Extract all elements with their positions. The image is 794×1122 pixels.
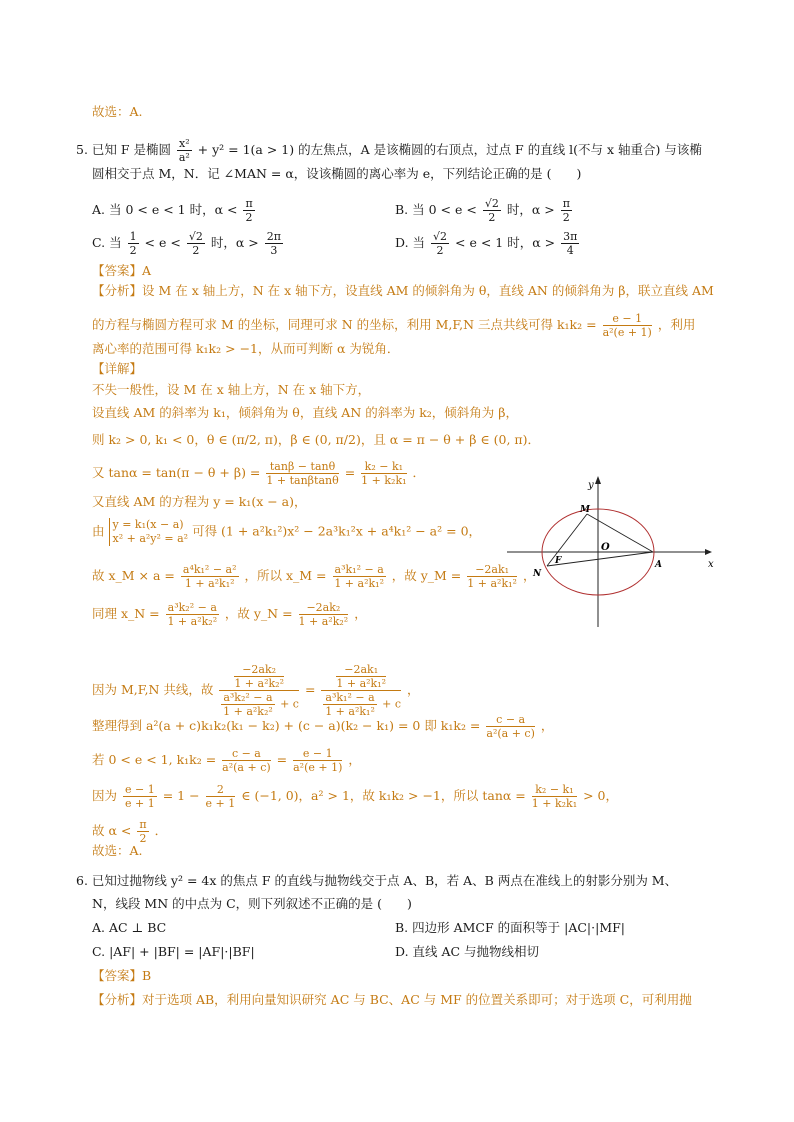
q5-detail-heading: 【详解】	[92, 361, 143, 376]
q5-option-a: A. 当 0 < e < 1 时，α < $\frac{\pi}{2}$	[92, 197, 253, 224]
q5-answer: 【答案】A	[92, 263, 152, 278]
segment-MN	[547, 514, 587, 566]
q5-detail-12: 因为 $\frac{e - 1}{e + 1}$ = 1 − $\frac{2}{e + 1}$ ∈ (−1, 0)，a² > 1，故 k₁k₂ > −1，所以 tanα = $\frac{\text{k₂ − k₁}}{\text{1 + k₂k₁}}$ > 0，	[92, 783, 619, 810]
q6-stem-line1: 6. 已知过抛物线 y² = 4x 的焦点 F 的直线与抛物线交于点 A、B，若 A、B 两点在准线上的射影分别为 M、	[76, 873, 678, 888]
q6-analysis: 【分析】对于选项 AB，利用向量知识研究 AC 与 BC、AC 与 MF 的位置关系即可；对于选项 C，可利用抛	[92, 992, 692, 1007]
prev-answer: 故选：A.	[92, 104, 143, 119]
segment-NA	[547, 552, 653, 566]
q5-analysis-1: 【分析】设 M 在 x 轴上方，N 在 x 轴下方，设直线 AM 的倾斜角为 θ，直线 AN 的倾斜角为 β，联立直线 AM	[92, 283, 714, 298]
q5-detail-14: 故选：A.	[92, 843, 143, 858]
y-axis-label: y	[588, 480, 594, 491]
q5-detail-4: 又 tanα = tan(π − θ + β) = $\frac{\tan\beta - \tan\theta}{1 + \tan\beta\tan\theta}$ = $\frac{\text{k₂ − k₁}}{\text{1 + k₂k₁}}$ ．	[92, 460, 426, 487]
q5-option-b: B. 当 0 < e < $\frac{√2}{2}$ 时，α > $\frac{\pi}{2}$	[395, 197, 570, 224]
q5-number: 5.	[76, 142, 88, 157]
point-N-label: N	[533, 569, 542, 579]
origin-label: O	[601, 542, 610, 553]
x-axis-label: x	[708, 559, 714, 570]
q6-stem-line2: N，线段 MN 的中点为 C，则下列叙述不正确的是 ( )	[92, 896, 412, 911]
ellipse-figure	[505, 472, 715, 632]
q5-option-c: C. 当 $\frac{1}{2}$ < e < $\frac{√2}{2}$ 时，α > $\frac{2\pi}{3}$	[92, 230, 281, 257]
x-axis-arrow-icon	[705, 549, 712, 555]
point-M-label: M	[580, 505, 590, 515]
q5-detail-3: 则 k₂ > 0, k₁ < 0，θ ∈ (π/2, π)，β ∈ (0, π/2)，且 α = π − θ + β ∈ (0, π)．	[92, 432, 541, 447]
q5-stem-b: + y² = 1(a > 1) 的左焦点，A 是该椭圆的右顶点，过点 F 的直线 l(不与 x 轴重合) 与该椭	[197, 142, 702, 157]
q5-detail-2: 设直线 AM 的斜率为 k₁，倾斜角为 θ，直线 AN 的斜率为 k₂，倾斜角为 β，	[92, 405, 519, 420]
point-A-label: A	[655, 560, 662, 570]
q6-option-a: A. AC ⊥ BC	[92, 920, 167, 935]
q5-option-d: D. 当 $\frac{√2}{2}$ < e < 1 时，α > $\frac{3\pi}{4}$	[395, 230, 578, 257]
q6-answer: 【答案】B	[92, 968, 152, 983]
q5-analysis-2: 的方程与椭圆方程可求 M 的坐标，同理可求 N 的坐标，利用 M,F,N 三点共线可得 k₁k₂ = $\frac{e - 1}{\text{a²(e + 1)}}$ ，利用	[92, 312, 696, 339]
segment-MA	[587, 514, 653, 552]
q5-detail-1: 不失一般性，设 M 在 x 轴上方，N 在 x 轴下方，	[92, 382, 371, 397]
q5-detail-8: 同理 x_N = $\frac{\text{a³k₂² − a}}{\text{1 + a²k₂²}}$ ，故 y_N = $\frac{\text{−2ak₂}}{\text{1 + a²k₂²}}$ ，	[92, 601, 367, 628]
q5-detail-5: 又直线 AM 的方程为 y = k₁(x − a)，	[92, 494, 307, 509]
q5-detail-7: 故 x_M × a = $\frac{\text{a⁴k₁² − a²}}{\text{1 + a²k₁²}}$ ，所以 x_M = $\frac{\text{a³k₁² − a}}{\text{1 + a²k₁²}}$ ，故 y_M = $\frac{\text{−2ak₁}}{\text{1 + a²k₁²}}$ ，	[92, 563, 536, 590]
q5-stem-a: 已知 F 是椭圆	[91, 142, 172, 157]
q5-stem-line1	[76, 137, 702, 164]
q5-detail-13: 故 α < $\frac{\pi}{2}$ ．	[92, 818, 168, 845]
q5-detail-10: 整理得到 a²(a + c)k₁k₂(k₁ − k₂) + (c − a)(k₂ − k₁) = 0 即 k₁k₂ = $\frac{c - a}{\text{a²(a + c)}}$ ，	[92, 713, 554, 740]
q5-stem-line2: 圆相交于点 M，N．记 ∠MAN = α，设该椭圆的离心率为 e，下列结论正确的是 ( )	[92, 166, 582, 181]
q6-number: 6.	[76, 873, 88, 888]
q5-detail-6: 由 y = k₁(x − a) x² + a²y² = a² 可得 (1 + a²k₁²)x² − 2a³k₁²x + a⁴k₁² − a² = 0，	[92, 518, 482, 545]
ellipse-fraction: $\frac{\text{x²}}{\text{a²}}$	[178, 137, 190, 164]
q5-analysis-3: 离心率的范围可得 k₁k₂ > −1，从而可判断 α 为锐角．	[92, 341, 400, 356]
point-F-label: F	[555, 556, 562, 566]
q6-option-c: C. |AF| + |BF| = |AF|·|BF|	[92, 944, 255, 959]
q5-detail-9: 因为 M,F,N 共线，故 $\frac{\text{−2ak₂}}{\text{1 + a²k₂²}}$ $\frac{\text{a³k₂² − a}}{\text{1 + a²k₂²}}$ + c = $\frac{\text{−2ak₁}}{\text{1 + a²k₁²}}$ $\frac{\text{a³k₁² − a}}{\text{1 + a²k₁²}}$ + c ，	[92, 663, 420, 718]
y-axis-arrow-icon	[595, 476, 601, 484]
q6-option-b: B. 四边形 AMCF 的面积等于 |AC|·|MF|	[395, 920, 625, 935]
q6-option-d: D. 直线 AC 与抛物线相切	[395, 944, 540, 959]
q5-detail-11: 若 0 < e < 1, k₁k₂ = $\frac{c - a}{\text{a²(a + c)}}$ = $\frac{e - 1}{\text{a²(e + 1)}}$ ，	[92, 747, 361, 774]
